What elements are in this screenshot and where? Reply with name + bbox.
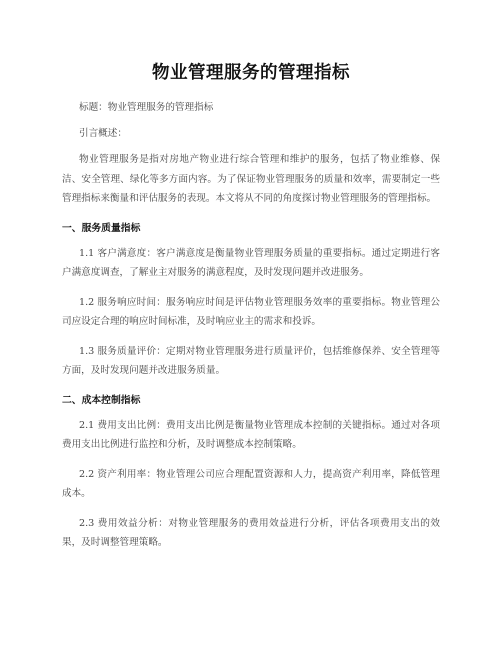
document-title: 物业管理服务的管理指标 bbox=[152, 63, 350, 83]
paragraph-1-3: 1.3 服务质量评价：定期对物业管理服务进行质量评价，包括维修保养、安全管理等方面，及时发现问题并改进服务质量。 bbox=[62, 345, 440, 376]
section-heading-cost-control: 二、成本控制指标 bbox=[62, 394, 141, 406]
paragraph-2-2: 2.2 资产利用率：物业管理公司应合理配置资源和人力，提高资产利用率，降低管理成本。 bbox=[62, 468, 440, 499]
paragraph-1-2: 1.2 服务响应时间：服务响应时间是评估物业管理服务效率的重要指标。物业管理公司应设定合理的响应时间标准，及时响应业主的需求和投诉。 bbox=[62, 296, 440, 327]
paragraph-2-3: 2.3 费用效益分析：对物业管理服务的费用效益进行分析，评估各项费用支出的效果，及时调整管理策略。 bbox=[62, 517, 440, 548]
subtitle-line: 标题：物业管理服务的管理指标 bbox=[79, 102, 214, 113]
paragraph-2-1: 2.1 费用支出比例：费用支出比例是衡量物业管理成本控制的关键指标。通过对各项费用支出比例进行监控和分析，及时调整成本控制策略。 bbox=[62, 419, 440, 450]
section-heading-service-quality: 一、服务质量指标 bbox=[62, 222, 141, 234]
paragraph-1-1: 1.1 客户满意度：客户满意度是衡量物业管理服务质量的重要指标。通过定期进行客户满意度调查，了解业主对服务的满意程度，及时发现问题并改进服务。 bbox=[62, 247, 440, 278]
intro-label: 引言概述： bbox=[79, 128, 127, 139]
intro-paragraph: 物业管理服务是指对房地产物业进行综合管理和维护的服务，包括了物业维修、保洁、安全管理、绿化等多方面内容。为了保证物业管理服务的质量和效率，需要制定一些管理指标来衡量和评估服务的表现。本文将从不同的角度探讨物业管理服务的管理指标。 bbox=[62, 154, 440, 204]
